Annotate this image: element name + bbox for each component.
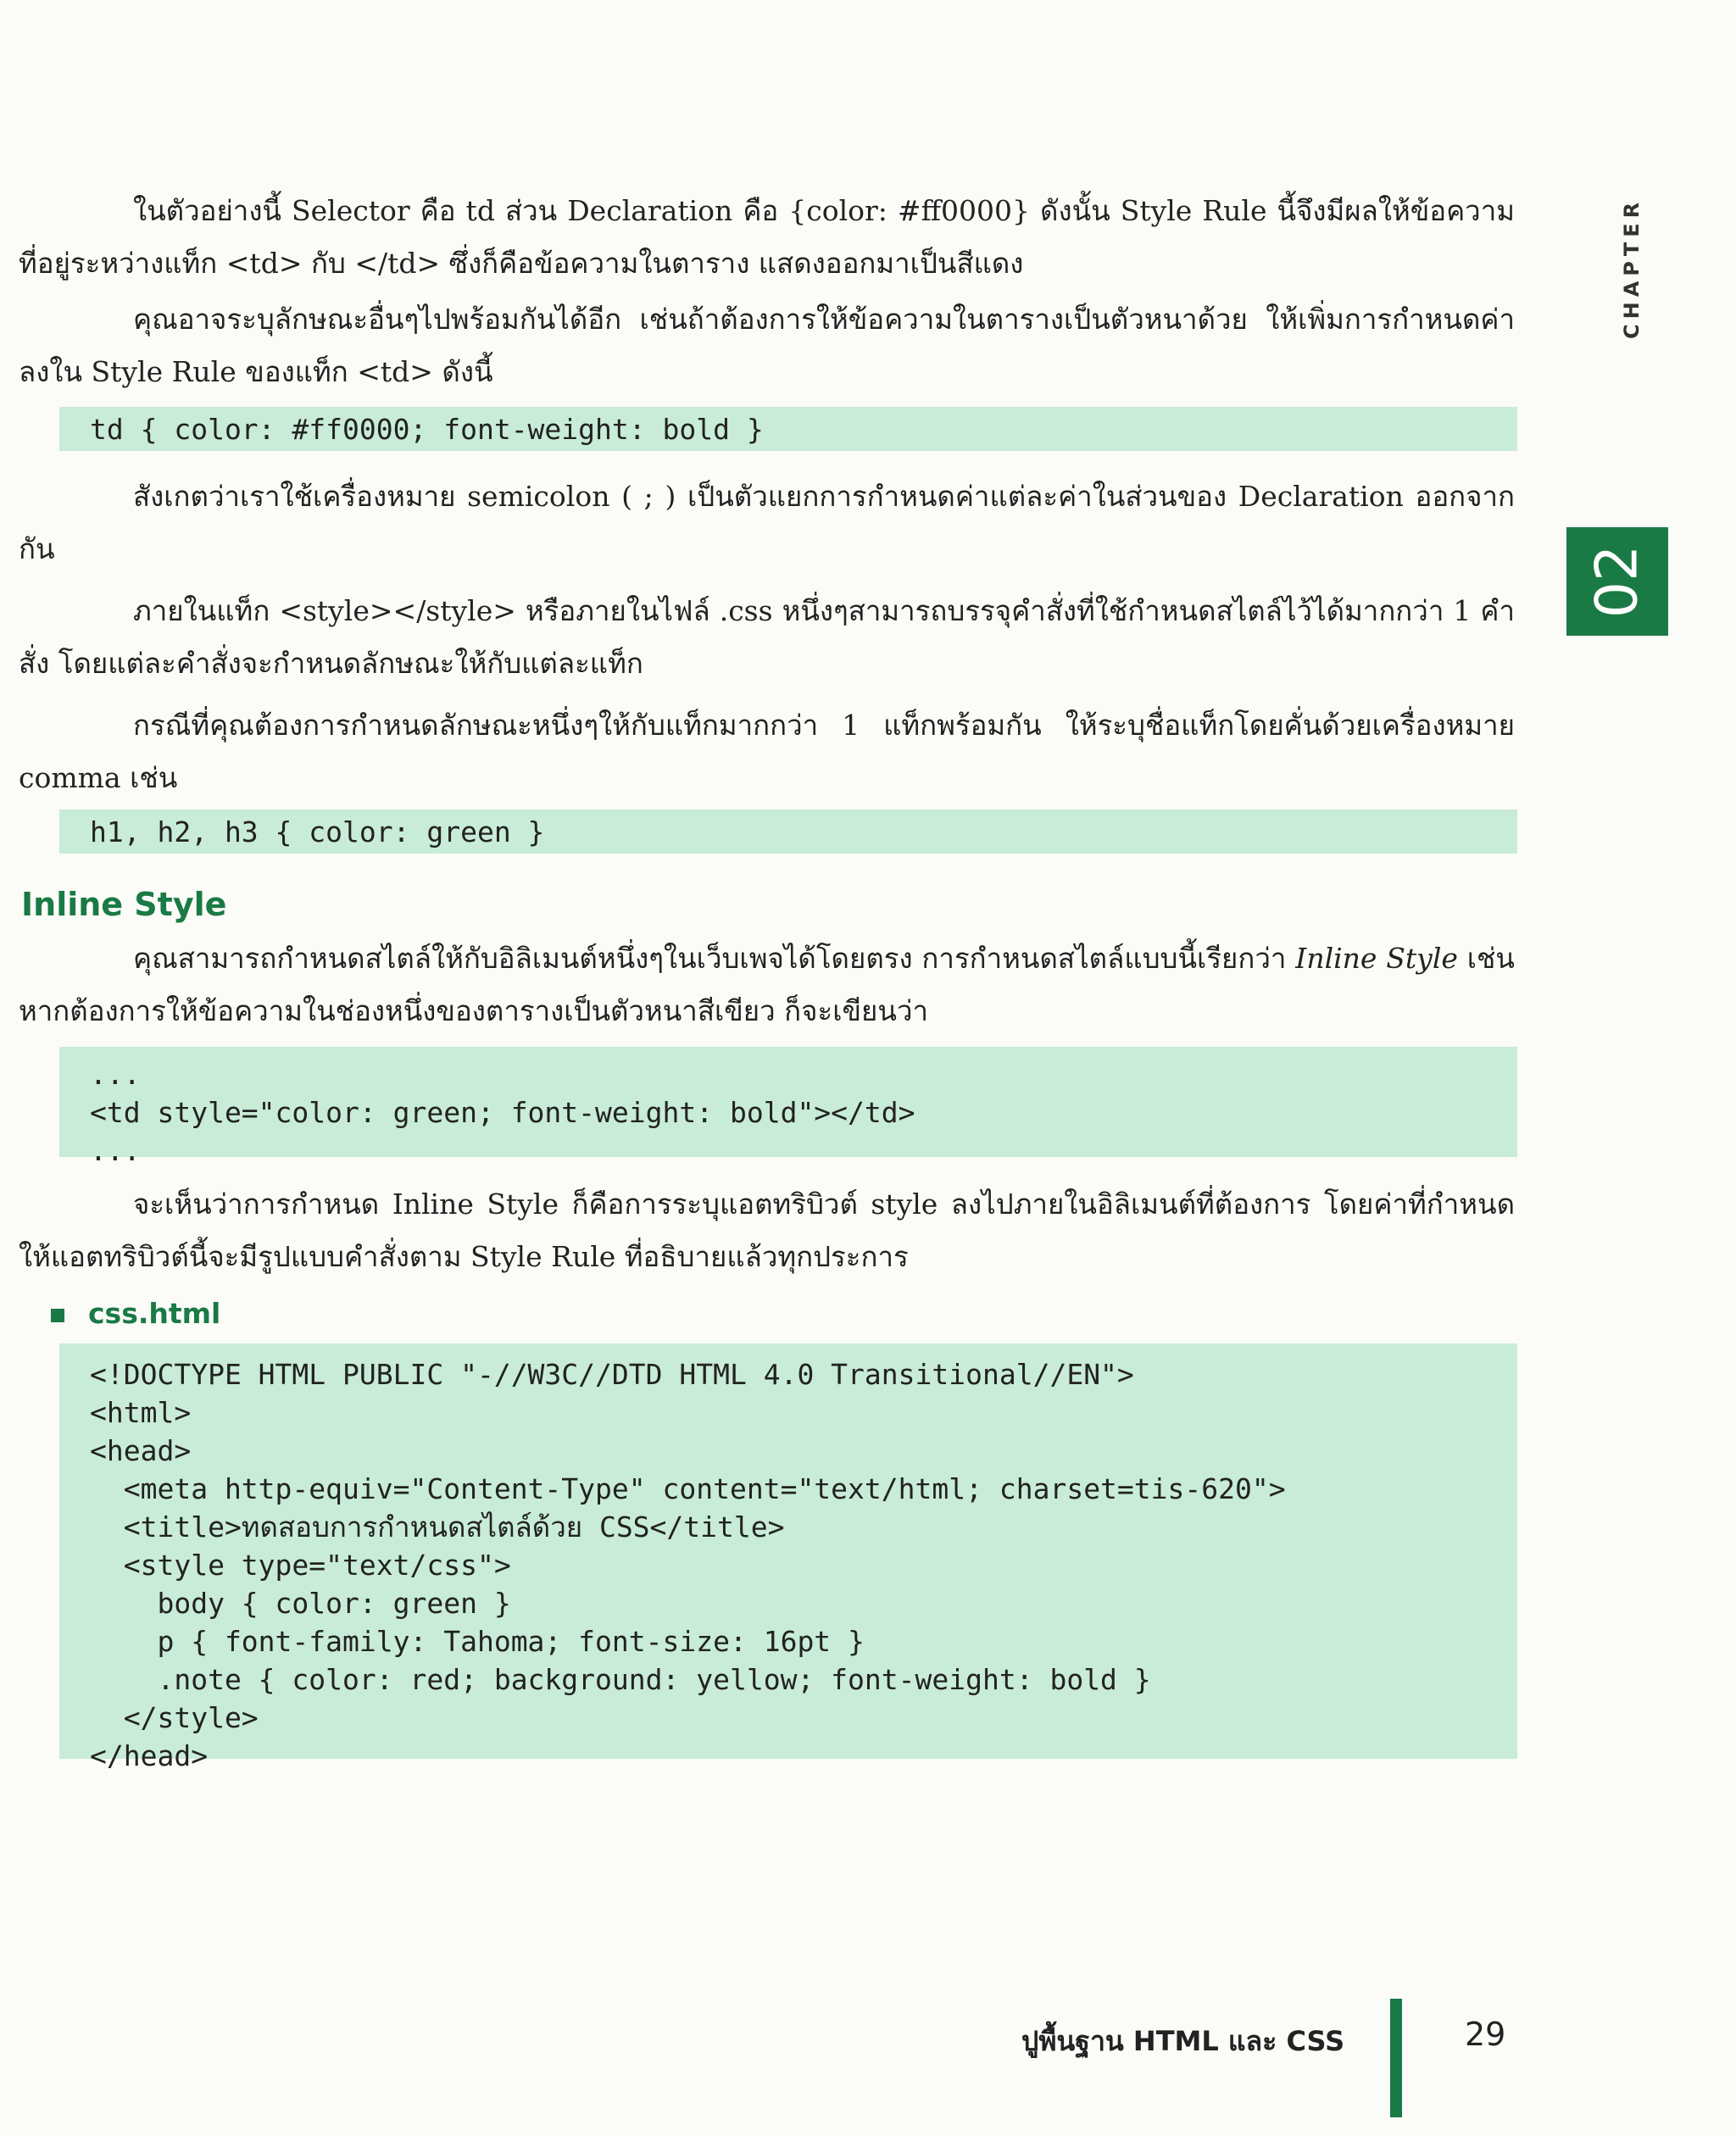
paragraph-1-text: ในตัวอย่างนี้ Selector คือ td ส่วน Declaration คือ {color: #ff0000} ดังนั้น Style Rule นี้จึงมีผลให้ข้อความที่อยู่ระหว่างแท็ก <td> กับ </td> ซึ่งก็คือข้อความในตาราง แสดงออกมาเป็นสีแดง <box>19 194 1515 280</box>
paragraph-6-emphasis: Inline Style <box>1295 942 1458 975</box>
chapter-number: 02 <box>1583 544 1650 619</box>
paragraph-6 <box>19 932 1515 1037</box>
code-block-css-html: <!DOCTYPE HTML PUBLIC "-//W3C//DTD HTML 4.0 Transitional//EN"> <html> <head> <meta http-equiv="Content-Type" content="text/html; charset=tis-620"> <title>ทดสอบการกำหนดสไตล์ด้วย CSS</title> <style type="text/css"> body { color: green } p { font-family: Tahoma; font-size: 16pt } .note { color: red; background: yellow; font-weight: bold } </style> </head> <box>59 1343 1517 1759</box>
page-number: 29 <box>1465 2016 1506 2053</box>
paragraph-4-text: ภายในแท็ก <style></style> หรือภายในไฟล์ .css หนึ่งๆสามารถบรรจุคำสั่งที่ใช้กำหนดสไตล์ไว้ได้มากกว่า 1 คำสั่ง โดยแต่ละคำสั่งจะกำหนดลักษณะให้กับแต่ละแท็ก <box>19 594 1515 680</box>
paragraph-3 <box>19 470 1515 576</box>
running-footer-title: ปูพื้นฐาน HTML และ CSS <box>1021 2025 1345 2057</box>
chapter-number-tab <box>1566 527 1668 636</box>
paragraph-7-text: จะเห็นว่าการกำหนด Inline Style ก็คือการระบุแอตทริบิวต์ style ลงไปภายในอิลิเมนต์ที่ต้องการ โดยค่าที่กำหนดให้แอตทริบิวต์นี้จะมีรูปแบบคำสั่งตาม Style Rule ที่อธิบายแล้วทุกประการ <box>19 1188 1515 1273</box>
paragraph-2-text: คุณอาจระบุลักษณะอื่นๆไปพร้อมกันได้อีก เช่นถ้าต้องการให้ข้อความในตารางเป็นตัวหนาด้วย ให้เพิ่มการกำหนดค่าลงใน Style Rule ของแท็ก <td> ดังนี้ <box>19 303 1515 388</box>
paragraph-5 <box>19 699 1515 804</box>
paragraph-5-text: กรณีที่คุณต้องการกำหนดลักษณะหนึ่งๆให้กับแท็กมากกว่า 1 แท็กพร้อมกัน ให้ระบุชื่อแท็กโดยคั่นด้วยเครื่องหมาย comma เช่น <box>19 709 1515 794</box>
code-block-td-rule: td { color: #ff0000; font-weight: bold } <box>59 407 1517 451</box>
paragraph-4 <box>19 585 1515 690</box>
paragraph-7 <box>19 1178 1515 1283</box>
paragraph-1 <box>19 185 1515 290</box>
code-block-grouped-selectors: h1, h2, h3 { color: green } <box>59 809 1517 854</box>
paragraph-6-text-end: เช่นหากต้องการให้ข้อความในช่องหนึ่งของตารางเป็นตัวหนาสีเขียว ก็จะเขียนว่า <box>19 942 1515 1027</box>
chapter-label: CHAPTER <box>1620 197 1644 339</box>
code-block-inline-style: ... <td style="color: green; font-weight: bold"></td> ... <box>59 1047 1517 1157</box>
file-label-text: css.html <box>88 1297 221 1330</box>
paragraph-6-text: คุณสามารถกำหนดสไตล์ให้กับอิลิเมนต์หนึ่งๆในเว็บเพจได้โดยตรง การกำหนดสไตล์แบบนี้เรียกว่า <box>133 942 1296 975</box>
bullet-icon <box>51 1309 64 1322</box>
footer-divider <box>1390 1999 1402 2117</box>
file-label <box>51 1297 220 1330</box>
section-heading-inline-style: Inline Style <box>21 886 227 923</box>
paragraph-2 <box>19 293 1515 398</box>
paragraph-3-text: สังเกตว่าเราใช้เครื่องหมาย semicolon ( ; ) เป็นตัวแยกการกำหนดค่าแต่ละค่าในส่วนของ Declaration ออกจากกัน <box>19 480 1515 565</box>
